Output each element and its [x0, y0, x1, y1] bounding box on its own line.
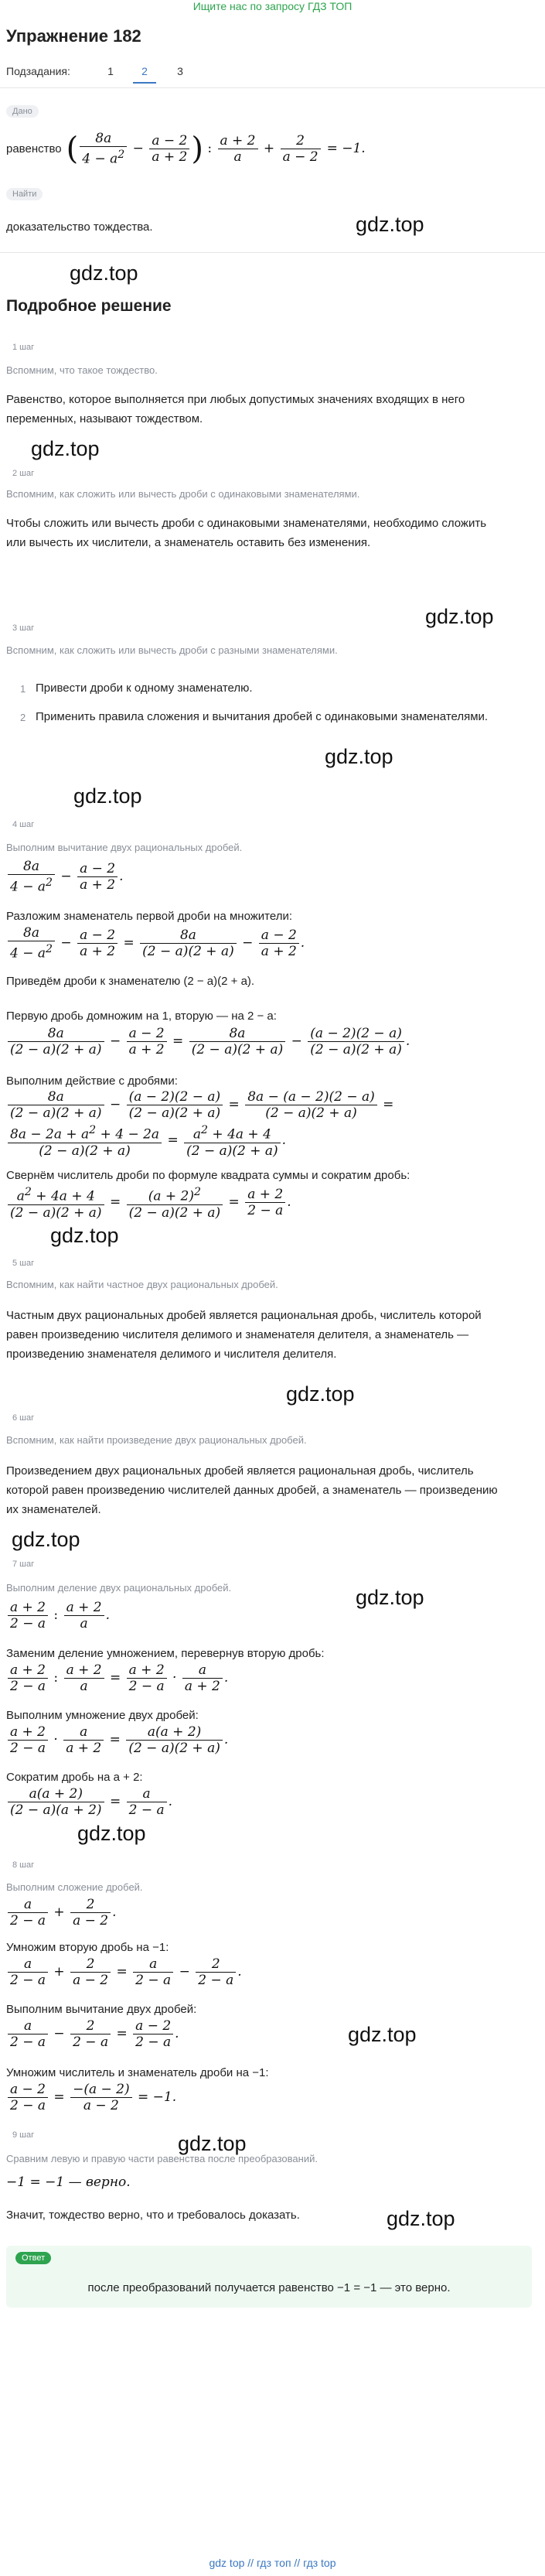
- step-9-text: Значит, тождество верно, что и требовалось доказать.: [6, 2209, 300, 2222]
- find-text: доказательство тождества.: [6, 220, 153, 234]
- given-formula: ( $\frac{8a}{4 - a^2}$ − $\frac{a - 2}{a + 2}$ ) : $\frac{a + 2}{a}$ + $\frac{2}{a - 2}$: [66, 131, 322, 167]
- formula: $\frac{a}{2 - a}$ + $\frac{2}{a - 2}$ .: [6, 1897, 117, 1929]
- answer-text: после преобразований получается равенство −1 = −1 — это верно.: [87, 2281, 451, 2294]
- step-8-text-2: Выполним вычитание двух дробей:: [6, 2003, 197, 2016]
- step-4-text-1: Разложим знаменатель первой дроби на множители:: [6, 910, 293, 923]
- step-7-label: 7 шаг: [12, 1560, 35, 1569]
- step-3-note: Вспомним, как сложить или вычесть дроби с разными знаменателями.: [6, 644, 338, 656]
- answer-pill: Ответ: [15, 2252, 51, 2264]
- watermark: gdz.top: [325, 745, 393, 768]
- watermark: gdz.top: [77, 1822, 146, 1845]
- list-item-number: 1: [20, 683, 26, 695]
- watermark: gdz.top: [286, 1382, 355, 1406]
- list-item: Применить правила сложения и вычитания дробей с одинаковыми знаменателями.: [36, 710, 489, 723]
- formula: $\frac{8a}{4 - a^2}$ − $\frac{a - 2}{a + 2}$ .: [6, 859, 124, 895]
- step-8-label: 8 шаг: [12, 1860, 35, 1870]
- watermark: gdz.top: [50, 1224, 119, 1247]
- step-6-text: Произведением двух рациональных дробей является рациональная дробь, числитель которой равен произведению числителей данных дробей, а знаменатель — произведению их знаменателей.: [6, 1464, 498, 1516]
- formula: $\frac{8a - 2a + a^2 + 4 - 2a}{(2 - a)(2 + a)}$ = $\frac{a^2 + 4a + 4}{(2 - a)(2 + a)}$ .: [6, 1122, 286, 1159]
- formula: $\frac{a + 2}{2 - a}$ : $\frac{a + 2}{a}$ .: [6, 1600, 110, 1631]
- step-3-label: 3 шаг: [12, 624, 35, 633]
- formula: $\frac{a + 2}{2 - a}$ · $\frac{a}{a + 2}$ = $\frac{a(a + 2)}{(2 - a)(2 + a)}$ .: [6, 1724, 228, 1756]
- formula: $\frac{8a}{4 - a^2}$ − $\frac{a - 2}{a + 2}$ = $\frac{8a}{(2 - a)(2 + a)}$ − $\frac{a - 2}{a + 2}$ .: [6, 925, 305, 962]
- step-9-label: 9 шаг: [12, 2130, 35, 2140]
- watermark: gdz.top: [31, 437, 100, 460]
- step-5-label: 5 шаг: [12, 1259, 35, 1268]
- divider: [0, 87, 545, 88]
- formula: $\frac{8a}{(2 - a)(2 + a)}$ − $\frac{a - 2}{a + 2}$ = $\frac{8a}{(2 - a)(2 + a)}$ − $\frac{(a - 2)(2 - a)}{(2 - a)(2 + a)}$ .: [6, 1026, 410, 1057]
- step-5-text: Частным двух рациональных дробей является рациональная дробь, числитель которой равен произведению числителя делимого и знаменателя делителя, а знаменатель — произведению знаменателя делимого и числителя делителя.: [6, 1309, 482, 1361]
- solution-title: Подробное решение: [6, 297, 172, 315]
- step-2-label: 2 шаг: [12, 469, 35, 478]
- watermark: gdz.top: [356, 213, 424, 236]
- page-title: Упражнение 182: [6, 26, 141, 46]
- step-6-note: Вспомним, как найти произведение двух рациональных дробей.: [6, 1434, 307, 1446]
- step-9-equation: −1 = −1 — верно.: [6, 2175, 131, 2190]
- given-rhs: = −1.: [326, 141, 366, 156]
- step-9-note: Сравним левую и правую части равенства после преобразований.: [6, 2153, 318, 2164]
- subtasks-label: Подзадания:: [6, 65, 70, 77]
- step-7-text-2: Выполним умножение двух дробей:: [6, 1709, 199, 1722]
- step-7-text-1: Заменим деление умножением, перевернув вторую дробь:: [6, 1647, 325, 1660]
- step-4-text-4: Выполним действие с дробями:: [6, 1074, 178, 1088]
- list-item: Привести дроби к одному знаменателю.: [36, 682, 253, 695]
- step-8-text-3: Умножим числитель и знаменатель дроби на −1:: [6, 2066, 269, 2079]
- step-1-label: 1 шаг: [12, 343, 35, 352]
- watermark: gdz.top: [356, 1586, 424, 1609]
- watermark: gdz.top: [70, 261, 138, 285]
- tab-subtask-3[interactable]: 3: [177, 65, 183, 77]
- tab-subtask-1[interactable]: 1: [107, 65, 114, 77]
- watermark: gdz.top: [425, 605, 494, 628]
- formula: $\frac{8a}{(2 - a)(2 + a)}$ − $\frac{(a - 2)(2 - a)}{(2 - a)(2 + a)}$ = $\frac{8a - (a - 2)(2 - a)}{(2 - a)(2 + a)}$ =: [6, 1089, 393, 1121]
- tab-subtask-2[interactable]: 2: [133, 65, 156, 84]
- watermark: gdz.top: [178, 2132, 247, 2155]
- formula: $\frac{a(a + 2)}{(2 - a)(a + 2)}$ = $\frac{a}{2 - a}$ .: [6, 1786, 172, 1818]
- formula: $\frac{a}{2 - a}$ − $\frac{2}{2 - a}$ = $\frac{a - 2}{2 - a}$ .: [6, 2018, 179, 2050]
- step-6-label: 6 шаг: [12, 1413, 35, 1423]
- step-7-text-3: Сократим дробь на a + 2:: [6, 1771, 143, 1784]
- step-8-note: Выполним сложение дробей.: [6, 1881, 143, 1893]
- step-1-note: Вспомним, что такое тождество.: [6, 364, 158, 376]
- step-4-text-2: Приведём дроби к знаменателю (2 − a)(2 + a).: [6, 975, 255, 988]
- step-8-text-1: Умножим вторую дробь на −1:: [6, 1941, 169, 1954]
- watermark: gdz.top: [387, 2207, 455, 2230]
- step-7-note: Выполним деление двух рациональных дробей.: [6, 1582, 232, 1594]
- step-2-text: Чтобы сложить или вычесть дроби с одинаковыми знаменателями, необходимо сложить или вычесть их числители, а знаменатель оставить без изменения.: [6, 517, 487, 549]
- given-equation: [6, 128, 366, 169]
- step-5-note: Вспомним, как найти частное двух рациональных дробей.: [6, 1279, 278, 1290]
- footer-links[interactable]: gdz top // гдз топ // гдз top: [209, 2557, 336, 2569]
- find-pill: Найти: [6, 188, 43, 200]
- formula: $\frac{a + 2}{2 - a}$ : $\frac{a + 2}{a}$ = $\frac{a + 2}{2 - a}$ · $\frac{a}{a + 2}$ .: [6, 1662, 228, 1694]
- watermark: gdz.top: [348, 2023, 417, 2046]
- answer-box: [6, 2246, 532, 2308]
- given-word: равенство: [6, 142, 62, 155]
- step-2-note: Вспомним, как сложить или вычесть дроби с одинаковыми знаменателями.: [6, 488, 360, 500]
- step-4-label: 4 шаг: [12, 820, 35, 829]
- formula: $\frac{a - 2}{2 - a}$ = $\frac{-(a - 2)}{a - 2}$ = −1.: [6, 2082, 176, 2113]
- top-banner[interactable]: Ищите нас по запросу ГДЗ ТОП: [192, 0, 353, 12]
- given-pill: Дано: [6, 105, 39, 118]
- step-1-text: Равенство, которое выполняется при любых допустимых значениях входящих в него переменных, называют тождеством.: [6, 393, 465, 425]
- divider: [0, 252, 545, 253]
- step-4-text-3: Первую дробь домножим на 1, вторую — на 2 − a:: [6, 1010, 277, 1023]
- list-item-number: 2: [20, 712, 26, 723]
- step-4-note: Выполним вычитание двух рациональных дробей.: [6, 842, 243, 853]
- formula: $\frac{a^2 + 4a + 4}{(2 - a)(2 + a)}$ = $\frac{(a + 2)^2}{(2 - a)(2 + a)}$ = $\frac{a + 2}{2 - a}$ .: [6, 1184, 291, 1221]
- watermark: gdz.top: [73, 784, 142, 808]
- watermark: gdz.top: [12, 1528, 80, 1551]
- formula: $\frac{a}{2 - a}$ + $\frac{2}{a - 2}$ = $\frac{a}{2 - a}$ − $\frac{2}{2 - a}$ .: [6, 1956, 242, 1988]
- step-4-text-5: Свернём числитель дроби по формуле квадрата суммы и сократим дробь:: [6, 1169, 410, 1182]
